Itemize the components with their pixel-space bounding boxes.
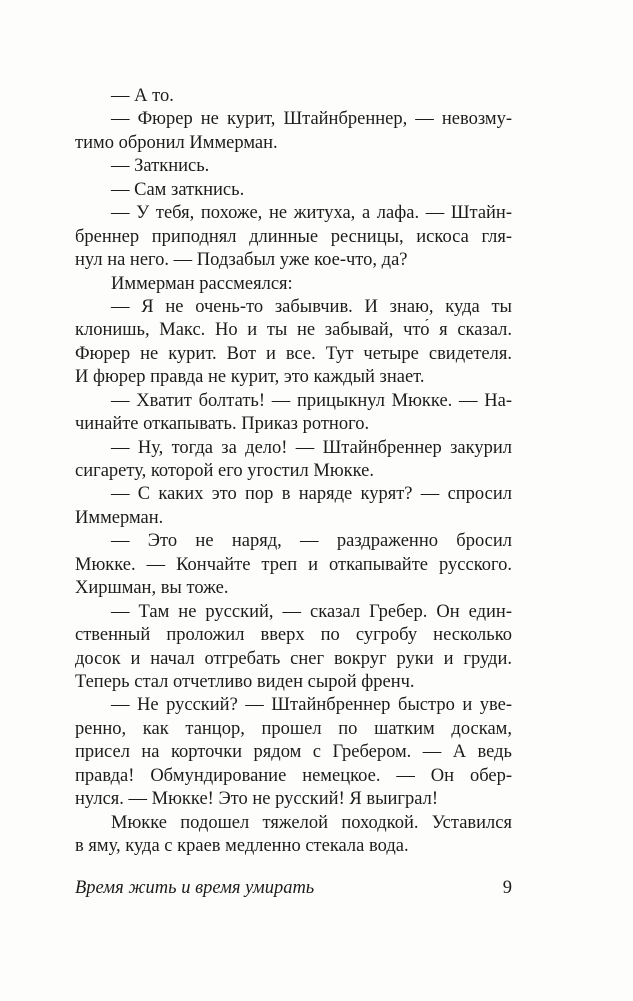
text-line: ственный проложил вверх по сугробу несколько [75,625,512,646]
text-line: — У тебя, похоже, не житуха, а лафа. — Штайн- [111,203,512,224]
page-footer [75,877,512,899]
text-line: — Заткнись. [111,156,210,177]
text-line: — С каких это пор в наряде курят? — спросил [111,484,512,505]
text-line: — Сам заткнись. [111,179,245,200]
text-line: — Это не наряд, — раздраженно бросил [111,531,512,552]
text-line: нул на него. — Подзабыл уже кое-что, да? [75,250,408,271]
text-line: — Я не очень-то забывчив. И знаю, куда ты [111,296,512,317]
text-line: ренно, как танцор, прошел по шатким доскам, [75,718,512,739]
text-line: в яму, куда с краев медленно стекала вода. [75,836,409,856]
text-line: досок и начал отгребать снег вокруг руки и груди. [75,648,512,669]
text-line: Мюкке. — Кончайте треп и откапывайте русского. [75,554,512,575]
text-line: тимо обронил Иммерман. [75,132,278,153]
running-title: Время жить и время умирать [75,878,315,898]
text-line: — Фюрер не курит, Штайнбреннер, — невозму- [111,109,512,130]
text-line: чинайте откапывать. Приказ ротного. [75,414,370,435]
text-line: — Не русский? — Штайнбреннер быстро и уве- [111,695,512,716]
text-line: присел на корточки рядом с Гребером. — А ведь [75,742,512,763]
text-line: Фюрер не курит. Вот и все. Тут четыре свидетеля. [75,343,512,364]
text-line: нулся. — Мюкке! Это не русский! Я выиграл! [75,789,438,810]
text-line: — Хватит болтать! — прицыкнул Мюкке. — На- [111,390,512,411]
text-line: И фюрер правда не курит, это каждый знает. [75,367,425,388]
text-line: — Там не русский, — сказал Гребер. Он един- [111,601,512,622]
page-text [75,85,512,858]
text-line: правда! Обмундирование немецкое. — Он обер- [75,765,512,786]
text-line: бреннер приподнял длинные ресницы, искоса гля- [75,226,512,247]
text-line: Теперь стал отчетливо виден сырой френч. [75,671,415,692]
text-line: — Ну, тогда за дело! — Штайнбреннер закурил [111,437,512,458]
text-line: сигарету, которой его угостил Мюкке. [75,461,375,481]
text-line: Хиршман, вы тоже. [75,578,229,599]
text-line: Иммерман рассмеялся: [111,273,293,294]
text-line: клонишь, Макс. Но и ты не забывай, что́ я сказал. [75,320,512,341]
text-line: — А то. [111,86,174,106]
page-number: 9 [502,878,512,898]
text-line: Иммерман. [75,507,164,528]
text-line: Мюкке подошел тяжелой походкой. Уставился [111,812,512,833]
